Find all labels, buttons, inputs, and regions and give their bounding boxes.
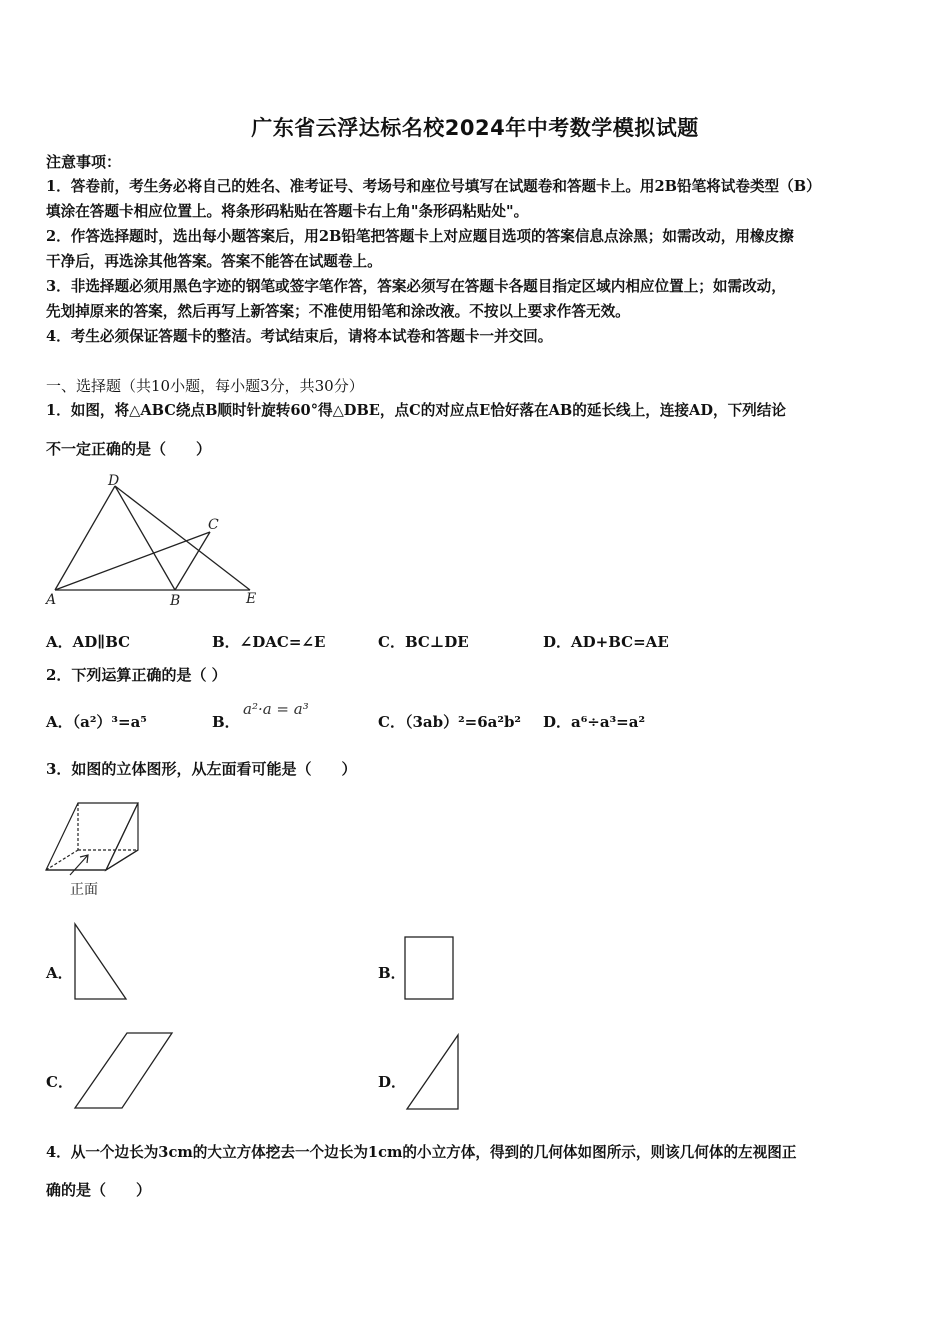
notice-line: 干净后，再选涂其他答案。答案不能答在试题卷上。 xyxy=(46,253,382,270)
label-C: C xyxy=(208,517,219,533)
q3-option-c-label: C． xyxy=(46,1073,73,1091)
label-A: A xyxy=(46,592,57,608)
q3-option-a-label: A． xyxy=(46,964,73,982)
q3-stem: 3．如图的立体图形，从左面看可能是（ ） xyxy=(46,760,357,778)
notice-line: 3．非选择题必须用黑色字迹的钢笔或签字笔作答，答案必须写在答题卡各题目指定区域内相应位置上；如需改动， xyxy=(46,278,786,295)
q1-triangle-figure xyxy=(40,470,270,615)
label-E: E xyxy=(246,591,257,607)
q2-option-a: A．（a²）³=a⁵ xyxy=(46,713,147,731)
q2-stem: 2．下列运算正确的是（ ） xyxy=(46,666,227,684)
q3-option-a-right-triangle-icon xyxy=(72,922,130,1002)
q2-option-d: D．a⁶÷a³=a² xyxy=(543,713,646,731)
q4-stem-line2: 确的是（ ） xyxy=(46,1181,152,1199)
notice-heading: 注意事项： xyxy=(46,153,122,171)
label-D: D xyxy=(108,473,120,489)
page-title: 广东省云浮达标名校2024年中考数学模拟试题 xyxy=(251,116,699,140)
q1-option-b: B．∠DAC=∠E xyxy=(212,633,326,651)
label-B: B xyxy=(170,593,181,609)
notice-line: 填涂在答题卡相应位置上。将条形码粘贴在答题卡右上角"条形码粘贴处"。 xyxy=(46,203,529,220)
notice-line: 4．考生必须保证答题卡的整洁。考试结束后，请将本试卷和答题卡一并交回。 xyxy=(46,328,553,345)
q2-option-c: C．（3ab）²=6a²b² xyxy=(378,713,522,731)
q2-option-b-expression: a²·a = a³ xyxy=(243,700,309,718)
q3-option-b-rectangle-icon xyxy=(402,935,457,1003)
q2-option-b-label: B． xyxy=(212,713,240,731)
section-heading: 一、选择题（共10小题，每小题3分，共30分） xyxy=(46,377,364,395)
notice-line: 1．答卷前，考生务必将自己的姓名、准考证号、考场号和座位号填写在试题卷和答题卡上。用2B铅笔将试卷类型（B） xyxy=(46,178,821,195)
q1-stem-line2: 不一定正确的是（ ） xyxy=(46,440,212,458)
q1-stem-line1: 1．如图，将△ABC绕点B顺时针旋转60°得△DBE，点C的对应点E恰好落在AB的延长线上，连接AD，下列结论 xyxy=(46,402,786,419)
q3-option-d-label: D． xyxy=(378,1073,407,1091)
q1-option-a: A．AD∥BC xyxy=(46,633,131,651)
q3-option-d-right-triangle-icon xyxy=(404,1033,462,1113)
q1-option-d: D．AD+BC=AE xyxy=(543,633,669,651)
q3-prism-figure xyxy=(40,795,150,900)
notice-line: 2．作答选择题时，选出每小题答案后，用2B铅笔把答题卡上对应题目选项的答案信息点涂黑；如需改动，用橡皮擦 xyxy=(46,228,794,245)
q3-option-b-label: B． xyxy=(378,964,406,982)
q3-option-c-parallelogram-icon xyxy=(72,1030,177,1112)
q1-option-c: C．BC⊥DE xyxy=(378,633,469,651)
front-label: 正面 xyxy=(70,882,98,898)
notice-line: 先划掉原来的答案，然后再写上新答案；不准使用铅笔和涂改液。不按以上要求作答无效。 xyxy=(46,303,630,320)
q4-stem-line1: 4．从一个边长为3cm的大立方体挖去一个边长为1cm的小立方体，得到的几何体如图所示，则该几何体的左视图正 xyxy=(46,1144,797,1161)
